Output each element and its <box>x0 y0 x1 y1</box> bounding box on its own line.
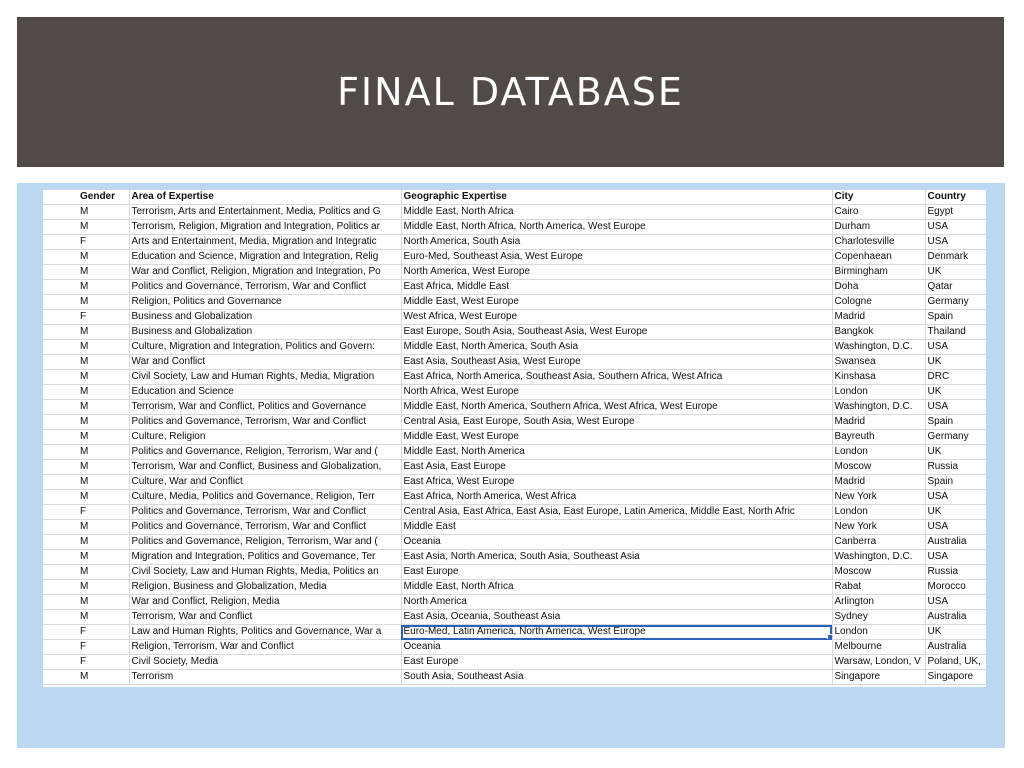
cell-geographic-expertise[interactable]: East Europe, South Asia, Southeast Asia, West Europe <box>401 325 832 340</box>
row-gutter <box>43 325 78 340</box>
cell-country[interactable]: USA <box>925 235 986 250</box>
cell-city[interactable]: Madrid <box>832 415 925 430</box>
cell-country[interactable]: Morocco <box>925 580 986 595</box>
cell-country[interactable]: Spain <box>925 310 986 325</box>
cell-gender[interactable]: F <box>78 310 129 325</box>
cell-gender[interactable]: F <box>78 655 129 670</box>
cell-geographic-expertise[interactable]: Oceania <box>401 535 832 550</box>
cell-area-of-expertise[interactable]: Religion, Business and Globalization, Media <box>129 580 401 595</box>
cell-gender[interactable]: M <box>78 265 129 280</box>
row-gutter <box>43 280 78 295</box>
cell-country[interactable]: Australia <box>925 535 986 550</box>
table-row <box>43 280 986 295</box>
table-row <box>43 310 986 325</box>
cell-city[interactable]: Birmingham <box>832 265 925 280</box>
slide-title: FINAL DATABASE <box>337 70 684 114</box>
cell-country[interactable]: Germany <box>925 295 986 310</box>
table-row <box>43 220 986 235</box>
cell-country[interactable]: USA <box>925 400 986 415</box>
cell-gender[interactable]: M <box>78 580 129 595</box>
cell-gender[interactable]: M <box>78 340 129 355</box>
cell-city[interactable]: Swansea <box>832 355 925 370</box>
cell-gender[interactable]: F <box>78 640 129 655</box>
header-area-of-expertise[interactable]: Area of Expertise <box>129 190 401 205</box>
cell-gender[interactable]: M <box>78 325 129 340</box>
cell-gender[interactable]: M <box>78 295 129 310</box>
cell-area-of-expertise[interactable]: Terrorism <box>129 670 401 685</box>
table-row <box>43 505 986 520</box>
selected-cell[interactable]: Euro-Med, Latin America, North America, West Europe <box>401 625 832 640</box>
cell-area-of-expertise[interactable]: Culture, Media, Politics and Governance, Religion, Terr <box>129 490 401 505</box>
cell-country[interactable]: USA <box>925 340 986 355</box>
cell-city[interactable]: Washington, D.C. <box>832 550 925 565</box>
cell-area-of-expertise[interactable]: Culture, War and Conflict <box>129 475 401 490</box>
table-body <box>43 205 986 685</box>
cell-area-of-expertise[interactable]: Politics and Governance, Terrorism, War and Conflict <box>129 280 401 295</box>
table-row <box>43 520 986 535</box>
cell-country[interactable]: Spain <box>925 475 986 490</box>
cell-geographic-expertise[interactable]: Middle East, North America, Southern Africa, West Africa, West Europe <box>401 400 832 415</box>
cell-area-of-expertise[interactable]: Terrorism, Religion, Migration and Integration, Politics ar <box>129 220 401 235</box>
row-gutter <box>43 265 78 280</box>
cell-geographic-expertise[interactable]: Middle East, West Europe <box>401 295 832 310</box>
cell-geographic-expertise[interactable]: East Asia, Southeast Asia, West Europe <box>401 355 832 370</box>
header-gender[interactable]: Gender <box>78 190 129 205</box>
cell-geographic-expertise[interactable]: East Europe <box>401 565 832 580</box>
cell-area-of-expertise[interactable]: Politics and Governance, Religion, Terrorism, War and ( <box>129 445 401 460</box>
cell-city[interactable]: Cairo <box>832 205 925 220</box>
row-gutter <box>43 385 78 400</box>
cell-country[interactable]: Russia <box>925 460 986 475</box>
row-gutter <box>43 505 78 520</box>
cell-area-of-expertise[interactable]: Politics and Governance, Religion, Terrorism, War and ( <box>129 535 401 550</box>
cell-city[interactable]: New York <box>832 490 925 505</box>
table-row <box>43 250 986 265</box>
table-row <box>43 640 986 655</box>
cell-area-of-expertise[interactable]: Business and Globalization <box>129 310 401 325</box>
cell-gender[interactable]: M <box>78 400 129 415</box>
cell-geographic-expertise[interactable]: Oceania <box>401 640 832 655</box>
cell-city[interactable]: Singapore <box>832 670 925 685</box>
cell-geographic-expertise[interactable]: Middle East, North Africa, North America, West Europe <box>401 220 832 235</box>
cell-geographic-expertise[interactable]: Middle East, West Europe <box>401 430 832 445</box>
row-gutter <box>43 235 78 250</box>
table-row <box>43 265 986 280</box>
cell-gender[interactable]: M <box>78 595 129 610</box>
table-row <box>43 565 986 580</box>
cell-country[interactable]: UK <box>925 265 986 280</box>
cell-city[interactable]: Charlotesville <box>832 235 925 250</box>
row-gutter <box>43 625 78 640</box>
cell-gender[interactable]: M <box>78 520 129 535</box>
cell-country[interactable]: Singapore <box>925 670 986 685</box>
cell-gender[interactable]: M <box>78 535 129 550</box>
cell-area-of-expertise[interactable]: Culture, Religion <box>129 430 401 445</box>
cell-country[interactable]: UK <box>925 505 986 520</box>
cell-geographic-expertise[interactable]: East Asia, Oceania, Southeast Asia <box>401 610 832 625</box>
cell-country[interactable]: Germany <box>925 430 986 445</box>
cell-gender[interactable]: M <box>78 280 129 295</box>
cell-country[interactable]: USA <box>925 550 986 565</box>
cell-geographic-expertise[interactable]: North America, South Asia <box>401 235 832 250</box>
cell-city[interactable]: London <box>832 445 925 460</box>
cell-country[interactable]: Spain <box>925 415 986 430</box>
table-row <box>43 475 986 490</box>
cell-area-of-expertise[interactable]: Civil Society, Law and Human Rights, Media, Politics an <box>129 565 401 580</box>
row-gutter <box>43 640 78 655</box>
cell-city[interactable]: London <box>832 385 925 400</box>
cell-city[interactable]: Madrid <box>832 475 925 490</box>
row-gutter <box>43 520 78 535</box>
cell-city[interactable]: Washington, D.C. <box>832 400 925 415</box>
cell-city[interactable]: Cologne <box>832 295 925 310</box>
cell-gender[interactable]: M <box>78 475 129 490</box>
table-row <box>43 670 986 685</box>
cell-area-of-expertise[interactable]: Education and Science, Migration and Integration, Relig <box>129 250 401 265</box>
table-row <box>43 400 986 415</box>
cell-geographic-expertise[interactable]: East Africa, North America, West Africa <box>401 490 832 505</box>
row-gutter <box>43 610 78 625</box>
cell-area-of-expertise[interactable]: Education and Science <box>129 385 401 400</box>
cell-area-of-expertise[interactable]: Religion, Politics and Governance <box>129 295 401 310</box>
row-gutter <box>43 415 78 430</box>
cell-gender[interactable]: M <box>78 355 129 370</box>
cell-area-of-expertise[interactable]: Migration and Integration, Politics and Governance, Ter <box>129 550 401 565</box>
table-row <box>43 460 986 475</box>
cell-area-of-expertise[interactable]: War and Conflict <box>129 355 401 370</box>
title-bar <box>17 17 1004 167</box>
cell-country[interactable]: UK <box>925 385 986 400</box>
cell-country[interactable]: USA <box>925 520 986 535</box>
row-gutter <box>43 355 78 370</box>
cell-area-of-expertise[interactable]: War and Conflict, Religion, Media <box>129 595 401 610</box>
cell-area-of-expertise[interactable]: Civil Society, Law and Human Rights, Media, Migration <box>129 370 401 385</box>
cell-geographic-expertise[interactable]: Middle East, North America <box>401 445 832 460</box>
row-gutter <box>43 190 78 205</box>
cell-gender[interactable]: M <box>78 610 129 625</box>
cell-city[interactable]: Doha <box>832 280 925 295</box>
cell-country[interactable]: Thailand <box>925 325 986 340</box>
table-row <box>43 355 986 370</box>
row-gutter <box>43 595 78 610</box>
header-city[interactable]: City <box>832 190 925 205</box>
row-gutter <box>43 370 78 385</box>
cell-country[interactable]: Qatar <box>925 280 986 295</box>
cell-gender[interactable]: M <box>78 550 129 565</box>
row-gutter <box>43 550 78 565</box>
cell-city[interactable]: Madrid <box>832 310 925 325</box>
cell-geographic-expertise[interactable]: Euro-Med, Southeast Asia, West Europe <box>401 250 832 265</box>
cell-area-of-expertise[interactable]: Terrorism, War and Conflict, Business and Globalization, <box>129 460 401 475</box>
row-gutter <box>43 535 78 550</box>
table-row <box>43 295 986 310</box>
cell-country[interactable]: Australia <box>925 610 986 625</box>
cell-gender[interactable]: M <box>78 220 129 235</box>
cell-gender[interactable]: F <box>78 505 129 520</box>
cell-country[interactable]: USA <box>925 490 986 505</box>
cell-gender[interactable]: M <box>78 670 129 685</box>
row-gutter <box>43 445 78 460</box>
cell-area-of-expertise[interactable]: Civil Society, Media <box>129 655 401 670</box>
cell-country[interactable]: UK <box>925 625 986 640</box>
table-row <box>43 385 986 400</box>
cell-gender[interactable]: M <box>78 415 129 430</box>
table-row <box>43 370 986 385</box>
table-row <box>43 205 986 220</box>
cell-city[interactable]: New York <box>832 520 925 535</box>
cell-city[interactable]: Warsaw, London, V <box>832 655 925 670</box>
cell-geographic-expertise[interactable]: East Africa, North America, Southeast Asia, Southern Africa, West Africa <box>401 370 832 385</box>
cell-country[interactable]: Egypt <box>925 205 986 220</box>
cell-area-of-expertise[interactable]: Politics and Governance, Terrorism, War and Conflict <box>129 520 401 535</box>
header-geographic-expertise[interactable]: Geographic Expertise <box>401 190 832 205</box>
cell-gender[interactable]: M <box>78 445 129 460</box>
header-row <box>43 190 986 205</box>
cell-country[interactable]: Poland, UK, <box>925 655 986 670</box>
cell-city[interactable]: Melbourne <box>832 640 925 655</box>
row-gutter <box>43 400 78 415</box>
table-row <box>43 535 986 550</box>
cell-city[interactable]: London <box>832 505 925 520</box>
cell-city[interactable]: London <box>832 625 925 640</box>
cell-area-of-expertise[interactable]: War and Conflict, Religion, Migration and Integration, Po <box>129 265 401 280</box>
cell-geographic-expertise[interactable]: South Asia, Southeast Asia <box>401 670 832 685</box>
header-country[interactable]: Country <box>925 190 986 205</box>
cell-gender[interactable]: M <box>78 250 129 265</box>
cell-geographic-expertise[interactable]: Middle East, North Africa <box>401 205 832 220</box>
row-gutter <box>43 295 78 310</box>
cell-city[interactable]: Arlington <box>832 595 925 610</box>
row-gutter <box>43 490 78 505</box>
cell-city[interactable]: Rabat <box>832 580 925 595</box>
cell-country[interactable]: Australia <box>925 640 986 655</box>
cell-gender[interactable]: M <box>78 370 129 385</box>
row-gutter <box>43 580 78 595</box>
cell-gender[interactable]: M <box>78 430 129 445</box>
row-gutter <box>43 475 78 490</box>
table-row <box>43 610 986 625</box>
cell-geographic-expertise[interactable]: Middle East <box>401 520 832 535</box>
data-table <box>43 190 986 685</box>
cell-city[interactable]: Washington, D.C. <box>832 340 925 355</box>
cell-country[interactable]: DRC <box>925 370 986 385</box>
cell-city[interactable]: Durham <box>832 220 925 235</box>
cell-city[interactable]: Canberra <box>832 535 925 550</box>
cell-geographic-expertise[interactable]: East Europe <box>401 655 832 670</box>
table-row <box>43 595 986 610</box>
cell-area-of-expertise[interactable]: Politics and Governance, Terrorism, War and Conflict <box>129 415 401 430</box>
cell-city[interactable]: Bangkok <box>832 325 925 340</box>
table-row <box>43 340 986 355</box>
cell-gender[interactable]: M <box>78 205 129 220</box>
cell-country[interactable]: USA <box>925 595 986 610</box>
cell-gender[interactable]: F <box>78 235 129 250</box>
row-gutter <box>43 670 78 685</box>
cell-geographic-expertise[interactable]: North America, West Europe <box>401 265 832 280</box>
table-row <box>43 325 986 340</box>
row-gutter <box>43 205 78 220</box>
cell-city[interactable]: Moscow <box>832 460 925 475</box>
cell-city[interactable]: Moscow <box>832 565 925 580</box>
table-row <box>43 655 986 670</box>
cell-city[interactable]: Copenhaean <box>832 250 925 265</box>
cell-geographic-expertise[interactable]: Middle East, North Africa <box>401 580 832 595</box>
table-row <box>43 625 986 640</box>
cell-area-of-expertise[interactable]: Politics and Governance, Terrorism, War and Conflict <box>129 505 401 520</box>
cell-area-of-expertise[interactable]: Business and Globalization <box>129 325 401 340</box>
cell-gender[interactable]: M <box>78 460 129 475</box>
cell-area-of-expertise[interactable]: Religion, Terrorism, War and Conflict <box>129 640 401 655</box>
row-gutter <box>43 430 78 445</box>
cell-area-of-expertise[interactable]: Terrorism, Arts and Entertainment, Media, Politics and G <box>129 205 401 220</box>
row-gutter <box>43 460 78 475</box>
cell-area-of-expertise[interactable]: Culture, Migration and Integration, Politics and Govern: <box>129 340 401 355</box>
row-gutter <box>43 220 78 235</box>
cell-gender[interactable]: M <box>78 385 129 400</box>
row-gutter <box>43 655 78 670</box>
cell-country[interactable]: UK <box>925 355 986 370</box>
cell-geographic-expertise[interactable]: East Africa, Middle East <box>401 280 832 295</box>
cell-city[interactable]: Bayreuth <box>832 430 925 445</box>
cell-area-of-expertise[interactable]: Terrorism, War and Conflict, Politics and Governance <box>129 400 401 415</box>
table-row <box>43 580 986 595</box>
cell-gender[interactable]: M <box>78 565 129 580</box>
cell-area-of-expertise[interactable]: Law and Human Rights, Politics and Governance, War a <box>129 625 401 640</box>
cell-geographic-expertise[interactable]: Middle East, North America, South Asia <box>401 340 832 355</box>
cell-geographic-expertise[interactable]: North Africa, West Europe <box>401 385 832 400</box>
row-gutter <box>43 250 78 265</box>
cell-gender[interactable]: M <box>78 490 129 505</box>
table-row <box>43 490 986 505</box>
cell-country[interactable]: UK <box>925 445 986 460</box>
row-gutter <box>43 310 78 325</box>
cell-gender[interactable]: F <box>78 625 129 640</box>
cell-geographic-expertise[interactable]: East Asia, North America, South Asia, Southeast Asia <box>401 550 832 565</box>
cell-area-of-expertise[interactable]: Arts and Entertainment, Media, Migration and Integratic <box>129 235 401 250</box>
cell-area-of-expertise[interactable]: Terrorism, War and Conflict <box>129 610 401 625</box>
table-row <box>43 445 986 460</box>
cell-country[interactable]: Russia <box>925 565 986 580</box>
cell-city[interactable]: Kinshasa <box>832 370 925 385</box>
spreadsheet <box>43 190 986 687</box>
row-gutter <box>43 340 78 355</box>
cell-geographic-expertise[interactable]: East Asia, East Europe <box>401 460 832 475</box>
cell-country[interactable]: USA <box>925 220 986 235</box>
table-row <box>43 550 986 565</box>
cell-country[interactable]: Denmark <box>925 250 986 265</box>
cell-geographic-expertise[interactable]: North America <box>401 595 832 610</box>
table-row <box>43 430 986 445</box>
cell-geographic-expertise[interactable]: Central Asia, East Africa, East Asia, East Europe, Latin America, Middle East, North Afric <box>401 505 832 520</box>
cell-geographic-expertise[interactable]: West Africa, West Europe <box>401 310 832 325</box>
row-gutter <box>43 565 78 580</box>
table-row <box>43 415 986 430</box>
cell-geographic-expertise[interactable]: Central Asia, East Europe, South Asia, West Europe <box>401 415 832 430</box>
table-row <box>43 235 986 250</box>
cell-geographic-expertise[interactable]: East Africa, West Europe <box>401 475 832 490</box>
cell-city[interactable]: Sydney <box>832 610 925 625</box>
